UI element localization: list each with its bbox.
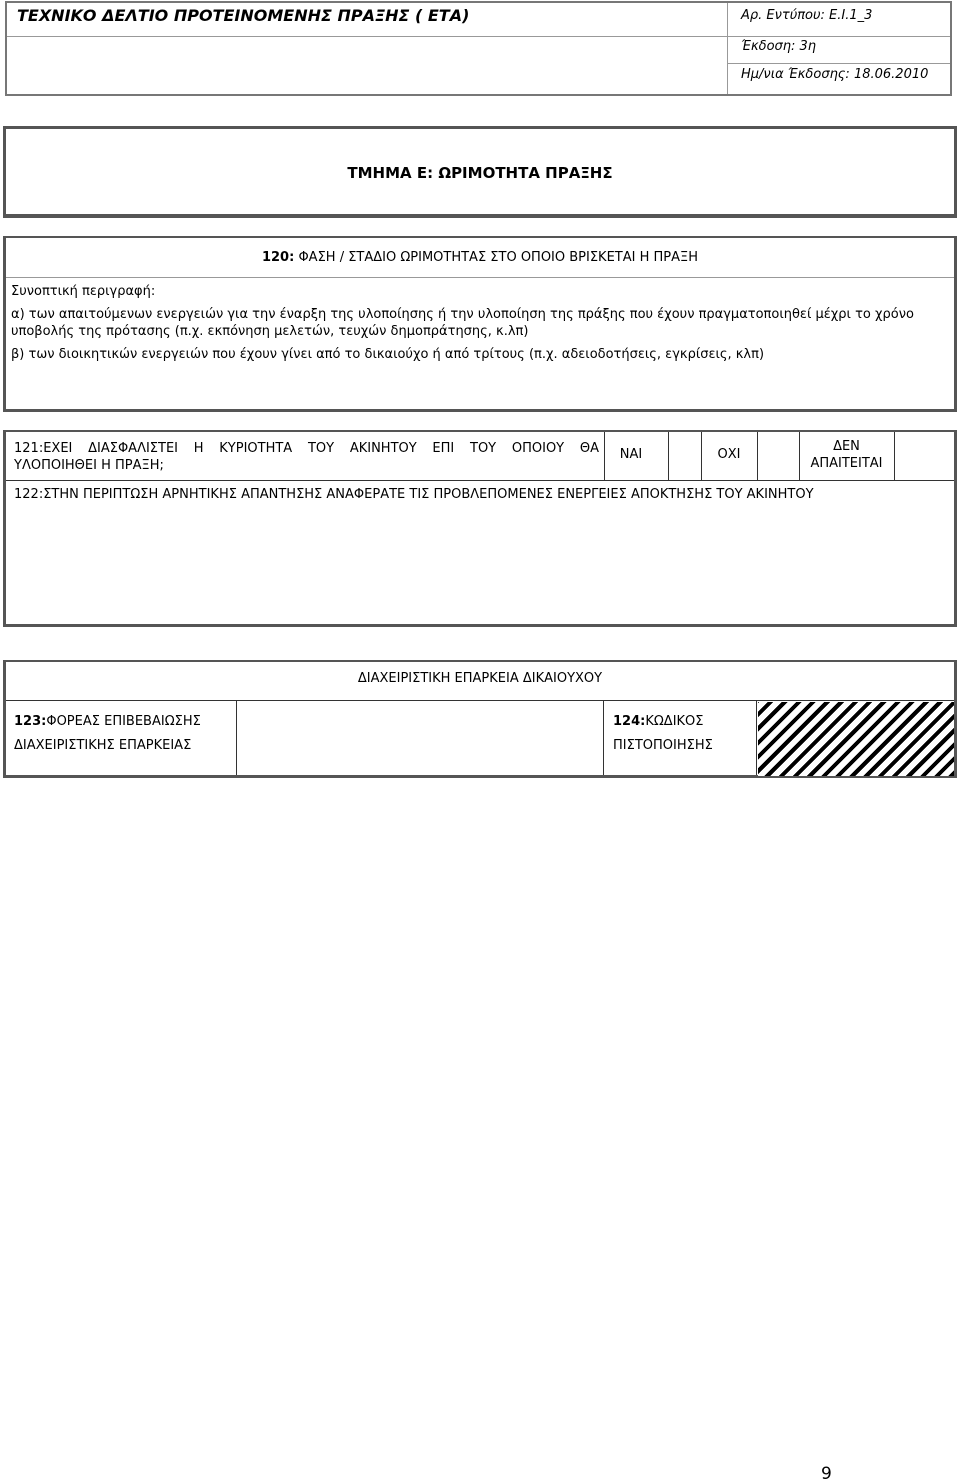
option-no-label: ΟΧΙ — [717, 447, 741, 462]
hatched-cell — [758, 702, 954, 776]
field-124-code: 124: — [613, 714, 646, 729]
header-row-line — [727, 63, 950, 64]
field-124-line1: ΚΩΔΙΚΟΣ — [645, 714, 704, 729]
yes-checkbox[interactable] — [668, 432, 701, 480]
field-121-question-line2: ΥΛΟΠΟΙΗΘΕΙ Η ΠΡΑΞΗ; — [14, 458, 164, 473]
option-na-label-line2: ΑΠΑΙΤΕΙΤΑΙ — [810, 456, 883, 471]
field-123-line2: ΔΙΑΧΕΙΡΙΣΤΙΚΗΣ ΕΠΑΡΚΕΙΑΣ — [14, 738, 192, 753]
na-checkbox[interactable] — [894, 432, 954, 480]
edition-date: Ημ/νια Έκδοσης: 18.06.2010 — [741, 67, 929, 82]
header-divider — [727, 3, 728, 94]
field-123-input[interactable] — [237, 701, 603, 776]
field-123-line1: ΦΟΡΕΑΣ ΕΠΙΒΕΒΑΙΩΣΗΣ — [46, 714, 201, 729]
field-122-answer-area[interactable] — [6, 508, 954, 623]
field-121-122-box — [3, 430, 957, 627]
instruction-a-line2: υποβολής της πρότασης (π.χ. εκπόνηση μελετών, τευχών δημοπράτησης, κ.λπ) — [11, 324, 529, 339]
option-na-label — [799, 438, 894, 472]
instruction-b: β) των διοικητικών ενεργειών που έχουν γίνει από το δικαιούχο ή από τρίτους (π.χ. αδειοδοτήσεις, εγκρίσεις, κλπ) — [11, 347, 765, 362]
field-121-question-line1: 121:ΕΧΕΙ ΔΙΑΣΦΑΛΙΣΤΕΙ Η ΚΥΡΙΟΤΗΤΑ ΤΟΥ ΑΚΙΝΗΤΟΥ ΕΠΙ ΤΟΥ ΟΠΟΙΟΥ ΘΑ — [14, 441, 599, 456]
row-separator — [6, 480, 954, 481]
instruction-a-line1: α) των απαιτούμενων ενεργειών για την έναρξη της υλοποίησης ή την υλοποίηση της πράξης που έχουν πραγματοποιηθεί μέχρι το χρόνο — [11, 307, 914, 322]
cell-divider — [603, 700, 604, 775]
section-e-box — [3, 126, 957, 218]
field-120-divider — [6, 277, 954, 278]
no-checkbox[interactable] — [757, 432, 799, 480]
management-title: ΔΙΑΧΕΙΡΙΣΤΙΚΗ ΕΠΑΡΚΕΙΑ ΔΙΚΑΙΟΥΧΟΥ — [357, 671, 603, 686]
header-row-line — [7, 36, 950, 37]
option-yes-label: ΝΑΙ — [619, 447, 643, 462]
field-120-title — [6, 250, 954, 265]
page-number: 9 — [821, 1464, 832, 1484]
field-122-question: 122:ΣΤΗΝ ΠΕΡΙΠΤΩΣΗ ΑΡΝΗΤΙΚΗΣ ΑΠΑΝΤΗΣΗΣ ΑΝΑΦΕΡΑΤΕ ΤΙΣ ΠΡΟΒΛΕΠΟΜΕΝΕΣ ΕΝΕΡΓΕΙΕΣ ΑΠΟΚΤΗΣΗΣ ΤΟΥ ΑΚΙΝΗΤΟΥ — [14, 487, 814, 502]
field-120-box — [3, 236, 957, 412]
field-124-label — [613, 710, 713, 758]
field-123-code: 123: — [14, 714, 47, 729]
option-na-label-line1: ΔΕΝ — [833, 439, 860, 454]
section-title: ΤΜΗΜΑ Ε: ΩΡΙΜΟΤΗΤΑ ΠΡΑΞΗΣ — [347, 164, 613, 182]
edition: Έκδοση: 3η — [741, 39, 817, 54]
field-120-label: ΦΑΣΗ / ΣΤΑΔΙΟ ΩΡΙΜΟΤΗΤΑΣ ΣΤΟ ΟΠΟΙΟ ΒΡΙΣΚΕΤΑΙ Η ΠΡΑΞΗ — [294, 250, 699, 265]
management-adequacy-box — [3, 660, 957, 778]
summary-label: Συνοπτική περιγραφή: — [11, 284, 156, 299]
field-123-label — [14, 710, 201, 758]
document-header — [5, 1, 952, 96]
cell-divider — [756, 700, 757, 775]
field-124-line2: ΠΙΣΤΟΠΟΙΗΣΗΣ — [613, 738, 713, 753]
field-120-code: 120: — [261, 250, 295, 265]
document-title: ΤΕΧΝΙΚΟ ΔΕΛΤΙΟ ΠΡΟΤΕΙΝΟΜΕΝΗΣ ΠΡΑΞΗΣ ( ΕΤΑ) — [17, 6, 470, 25]
form-number: Αρ. Εντύπου: Ε.Ι.1_3 — [741, 8, 873, 23]
